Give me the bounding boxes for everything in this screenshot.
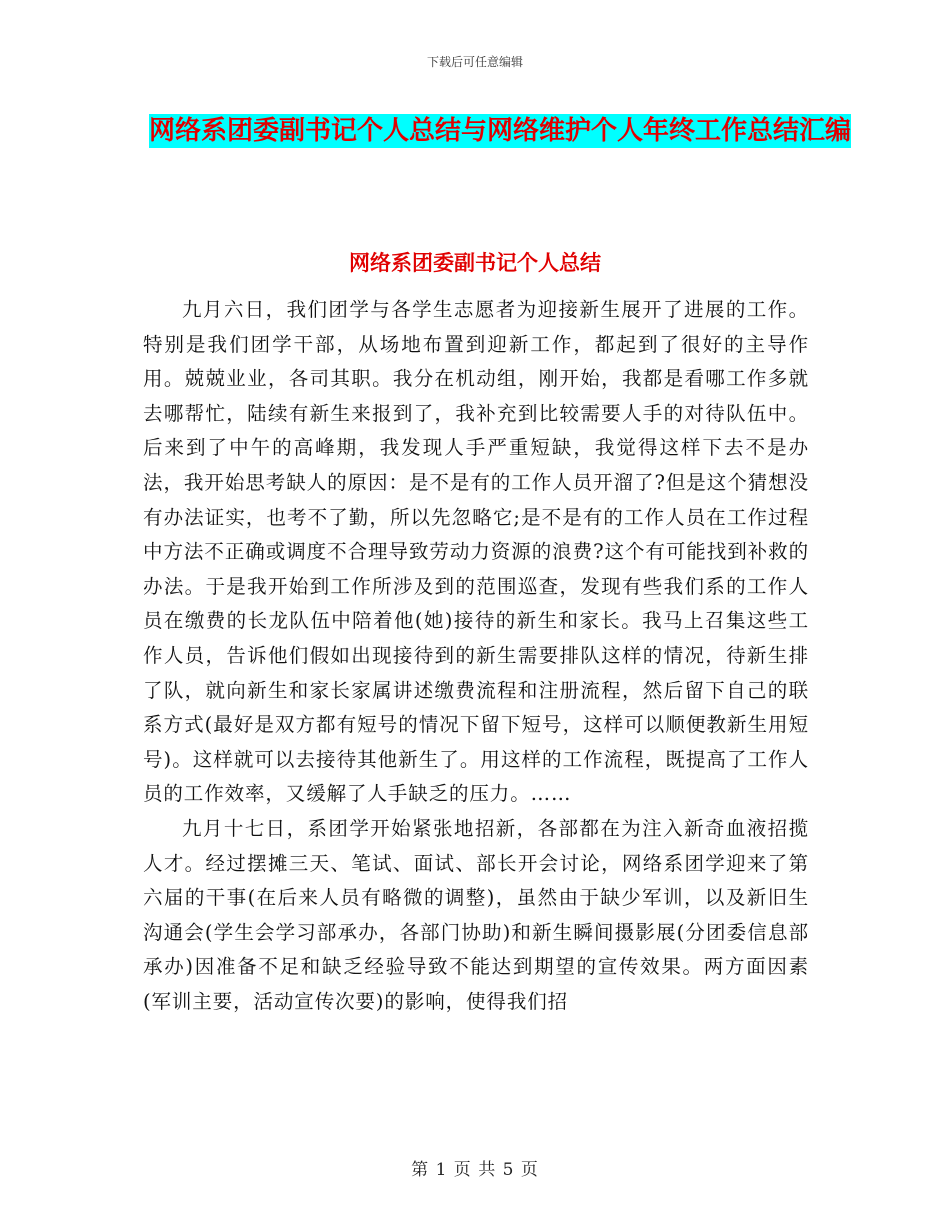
document-title [140, 108, 860, 154]
document-body [143, 293, 809, 1019]
page-header-note: 下载后可任意编辑 [426, 55, 523, 69]
page-number-footer: 第 1 页 共 5 页 [411, 1160, 539, 1180]
document-title-text: 网络系团委副书记个人总结与网络维护个人年终工作总结汇编 [148, 116, 851, 146]
section-title: 网络系团委副书记个人总结 [349, 250, 601, 275]
paragraph: 九月十七日，系团学开始紧张地招新，各部都在为注入新奇血液招揽人才。经过摆摊三天、笔试、面试、部长开会讨论，网络系团学迎来了第六届的干事(在后来人员有略微的调整)，虽然由于缺少军训，以及新旧生沟通会(学生会学习部承办，各部门协助)和新生瞬间摄影展(分团委信息部承办)因准备不足和缺乏经验导致不能达到期望的宣传效果。两方面因素(军训主要，活动宣传次要)的影响，使得我们招 [143, 816, 809, 1013]
paragraph: 九月六日，我们团学与各学生志愿者为迎接新生展开了进展的工作。特别是我们团学干部，从场地布置到迎新工作，都起到了很好的主导作用。兢兢业业，各司其职。我分在机动组，刚开始，我都是看哪工作多就去哪帮忙，陆续有新生来报到了，我补充到比较需要人手的对待队伍中。后来到了中午的高峰期，我发现人手严重短缺，我觉得这样下去不是办法，我开始思考缺人的原因：是不是有的工作人员开溜了?但是这个猜想没有办法证实，也考不了勤，所以先忽略它;是不是有的工作人员在工作过程中方法不正确或调度不合理导致劳动力资源的浪费?这个有可能找到补救的办法。于是我开始到工作所涉及到的范围巡查，发现有些我们系的工作人员在缴费的长龙队伍中陪着他(她)接待的新生和家长。我马上召集这些工作人员，告诉他们假如出现接待到的新生需要排队这样的情况，待新生排了队，就向新生和家长家属讲述缴费流程和注册流程，然后留下自己的联系方式(最好是双方都有短号的情况下留下短号，这样可以顺便教新生用短号)。这样就可以去接待其他新生了。用这样的工作流程，既提高了工作人员的工作效率，又缓解了人手缺乏的压力。…… [143, 298, 809, 806]
